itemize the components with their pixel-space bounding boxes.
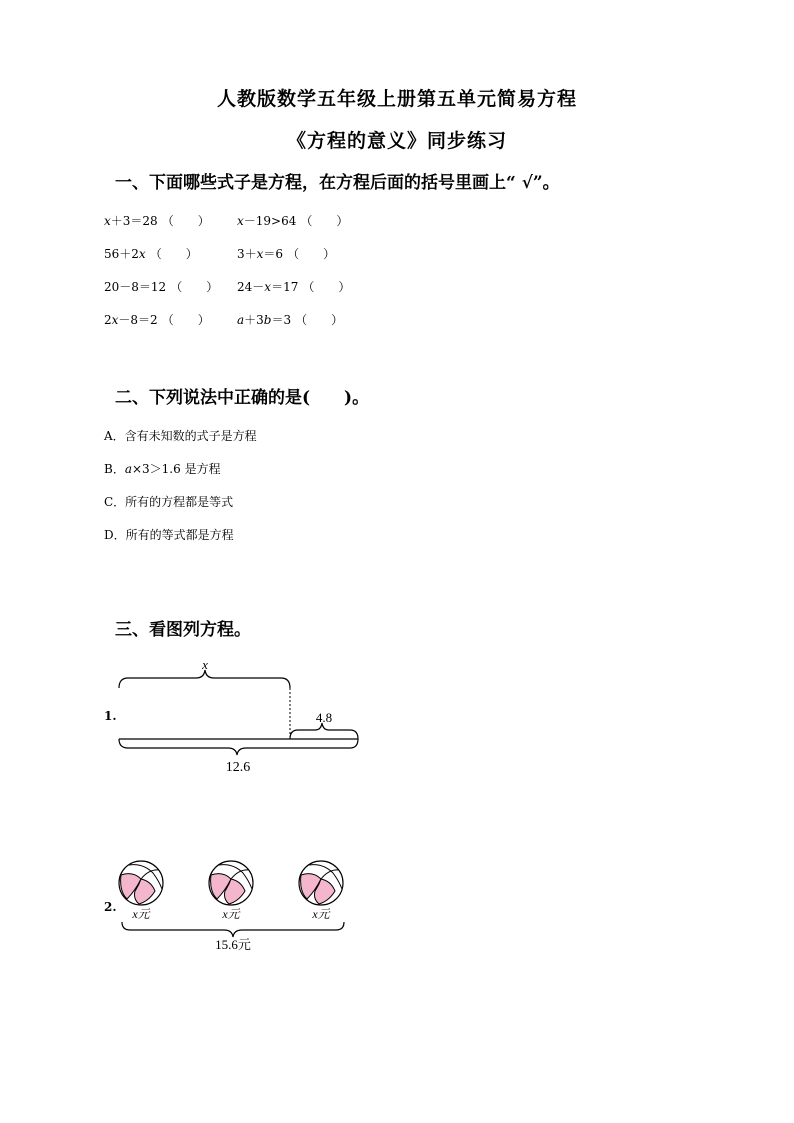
- answer-parentheses: （ ）: [295, 313, 344, 327]
- section3-heading: 三、看图列方程。: [115, 620, 251, 640]
- variable: b: [263, 313, 272, 327]
- expression-text: 56＋2: [104, 247, 139, 261]
- equation-item-3-left: [104, 278, 218, 295]
- variable: x: [138, 247, 146, 261]
- ball-label-3: x元: [312, 907, 330, 921]
- answer-parentheses: （ ）: [170, 280, 219, 294]
- equation-item-4-right: [237, 311, 343, 328]
- option-B: [104, 460, 221, 477]
- expression-text: B．: [104, 462, 125, 476]
- volleyball-icon-1: [119, 861, 163, 905]
- expression-text: －8＝2: [118, 313, 158, 327]
- expression-text: ＋3＝28: [110, 214, 158, 228]
- expression-text: ＝6: [263, 247, 284, 261]
- variable: a: [124, 462, 132, 476]
- expression-text: 2: [104, 313, 112, 327]
- answer-parentheses: （ ）: [161, 313, 210, 327]
- option-C: [104, 493, 233, 510]
- volleyball-icon-3: [299, 861, 343, 905]
- figure1-total-label: 12.6: [225, 760, 251, 775]
- expression-text: A．含有未知数的式子是方程: [104, 429, 257, 443]
- variable: x: [111, 313, 119, 327]
- expression-text: 3＋: [237, 247, 257, 261]
- equation-item-1-right: [237, 212, 348, 229]
- expression-text: ＝17: [271, 280, 299, 294]
- variable: x: [237, 214, 244, 228]
- figure1-part-label: 4.8: [315, 710, 333, 725]
- expression-text: ＋3: [244, 313, 264, 327]
- figure2-volleyballs: [100, 850, 370, 960]
- answer-parentheses: （ ）: [161, 214, 210, 228]
- page-title: 人教版数学五年级上册第五单元简易方程: [216, 88, 577, 110]
- variable: x: [256, 247, 264, 261]
- option-A: [104, 427, 257, 444]
- answer-parentheses: （ ）: [149, 247, 198, 261]
- expression-text: D．所有的等式都是方程: [104, 528, 234, 542]
- equation-item-2-left: [104, 245, 198, 262]
- expression-text: C．所有的方程都是等式: [104, 495, 234, 509]
- expression-text: －19>64: [243, 214, 297, 228]
- variable: x: [104, 214, 111, 228]
- page-subtitle: 《方程的意义》同步练习: [286, 130, 507, 152]
- equation-item-2-right: [237, 245, 335, 262]
- expression-text: ＝3: [271, 313, 292, 327]
- expression-text: 24－: [237, 280, 265, 294]
- figure1-top-label: x: [202, 657, 208, 672]
- option-D: [104, 526, 234, 543]
- figure2-number: 2.: [104, 900, 117, 914]
- variable: a: [237, 313, 245, 327]
- volleyball-icon-2: [209, 861, 253, 905]
- equation-item-3-right: [237, 278, 350, 295]
- figure1-segment-diagram: [100, 650, 380, 780]
- section2-heading: 二、下列说法中正确的是( )。: [115, 388, 370, 408]
- answer-parentheses: （ ）: [287, 247, 336, 261]
- ball-label-2: x元: [222, 907, 240, 921]
- variable: x: [264, 280, 272, 294]
- equation-item-4-left: [104, 311, 210, 328]
- section1-heading: 一、下面哪些式子是方程，在方程后面的括号里画上“ √”。: [115, 173, 560, 193]
- figure2-total-label: 15.6元: [215, 937, 251, 952]
- answer-parentheses: （ ）: [300, 214, 349, 228]
- equation-item-1-left: [104, 212, 210, 229]
- expression-text: ×3＞1.6 是方程: [131, 462, 221, 476]
- expression-text: 20－8＝12: [104, 280, 167, 294]
- figure1-number: 1.: [104, 709, 117, 723]
- answer-parentheses: （ ）: [302, 280, 351, 294]
- ball-label-1: x元: [132, 907, 150, 921]
